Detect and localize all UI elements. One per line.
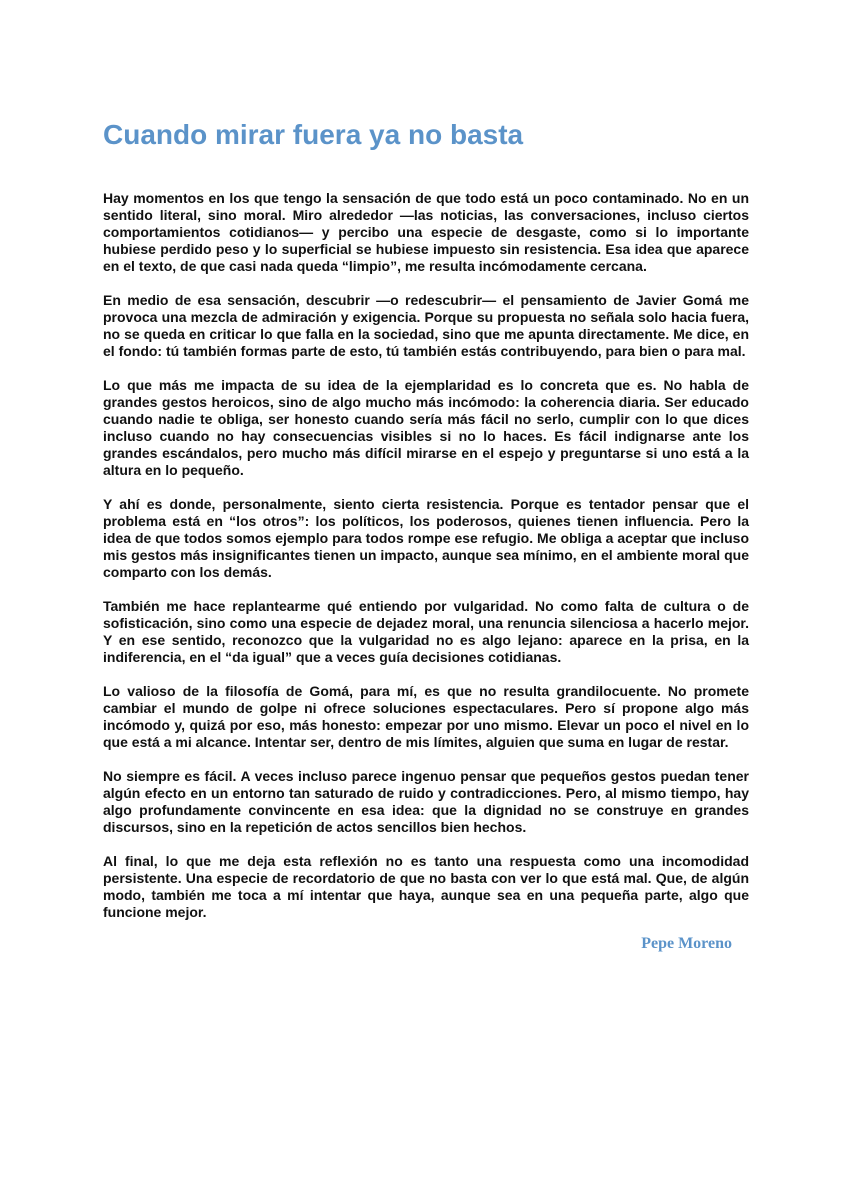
paragraph-1: Hay momentos en los que tengo la sensación de que todo está un poco contaminado. No en un sentido literal, sino moral. Miro alrededor —las noticias, las conversaciones, incluso ciertos comportamientos cotidianos— y percibo una especie de desgaste, como si lo importante hubiese perdido peso y lo superficial se hubiese impuesto sin resistencia. Esa idea que aparece en el texto, de que casi nada queda “limpio”, me resulta incómodamente cercana. — [103, 190, 749, 274]
document-title: Cuando mirar fuera ya no basta — [103, 119, 524, 150]
document-body — [103, 190, 749, 938]
paragraph-8: Al final, lo que me deja esta reflexión no es tanto una respuesta como una incomodidad persistente. Una especie de recordatorio de que no basta con ver lo que está mal. Que, de algún modo, también me toca a mí intentar que haya, aunque sea en una pequeña parte, algo que funcione mejor. — [103, 853, 749, 920]
paragraph-3: Lo que más me impacta de su idea de la ejemplaridad es lo concreta que es. No habla de grandes gestos heroicos, sino de algo mucho más incómodo: la coherencia diaria. Ser educado cuando nadie te obliga, ser honesto cuando sería más fácil no serlo, cumplir con lo que dices incluso cuando no hay consecuencias visibles si no lo haces. Es fácil indignarse ante los grandes escándalos, pero mucho más difícil mirarse en el espejo y preguntarse si uno está a la altura en lo pequeño. — [103, 377, 749, 478]
author-signature: Pepe Moreno — [641, 935, 732, 952]
paragraph-2: En medio de esa sensación, descubrir —o redescubrir— el pensamiento de Javier Gomá me provoca una mezcla de admiración y exigencia. Porque su propuesta no señala solo hacia fuera, no se queda en criticar lo que falla en la sociedad, sino que me apunta directamente. Me dice, en el fondo: tú también formas parte de esto, tú también estás contribuyendo, para bien o para mal. — [103, 292, 749, 359]
paragraph-4: Y ahí es donde, personalmente, siento cierta resistencia. Porque es tentador pensar que el problema está en “los otros”: los políticos, los poderosos, quienes tienen influencia. Pero la idea de que todos somos ejemplo para todos rompe ese refugio. Me obliga a aceptar que incluso mis gestos más insignificantes tienen un impacto, aunque sea mínimo, en el ambiente moral que comparto con los demás. — [103, 496, 749, 580]
paragraph-7: No siempre es fácil. A veces incluso parece ingenuo pensar que pequeños gestos puedan tener algún efecto en un entorno tan saturado de ruido y contradicciones. Pero, al mismo tiempo, hay algo profundamente convincente en esa idea: que la dignidad no se construye en grandes discursos, sino en la repetición de actos sencillos bien hechos. — [103, 768, 749, 835]
paragraph-6: Lo valioso de la filosofía de Gomá, para mí, es que no resulta grandilocuente. No promete cambiar el mundo de golpe ni ofrece soluciones espectaculares. Pero sí propone algo más incómodo y, quizá por eso, más honesto: empezar por uno mismo. Elevar un poco el nivel en lo que está a mi alcance. Intentar ser, dentro de mis límites, alguien que suma en lugar de restar. — [103, 683, 749, 750]
paragraph-5: También me hace replantearme qué entiendo por vulgaridad. No como falta de cultura o de sofisticación, sino como una especie de dejadez moral, una renuncia silenciosa a hacerlo mejor. Y en ese sentido, reconozco que la vulgaridad no es algo lejano: aparece en la prisa, en la indiferencia, en el “da igual” que a veces guía decisiones cotidianas. — [103, 598, 749, 665]
